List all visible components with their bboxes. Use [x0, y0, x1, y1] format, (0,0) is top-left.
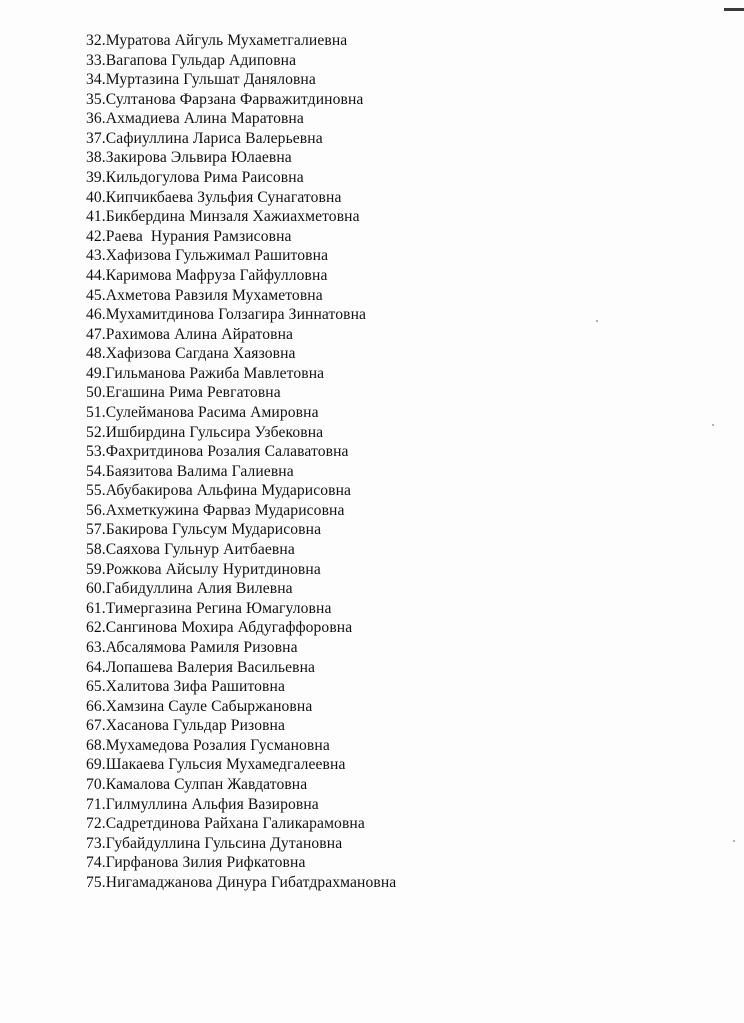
list-item: 72.Садретдинова Райхана Галикарамовна — [86, 815, 365, 833]
list-item: 64.Лопашева Валерия Васильевна — [86, 658, 316, 676]
list-item: 74.Гирфанова Зилия Рифкатовна — [86, 854, 306, 872]
list-item: 35.Султанова Фарзана Фарважитдиновна — [86, 90, 364, 108]
scan-speck — [712, 424, 714, 426]
list-item: 59.Рожкова Айсылу Нуритдиновна — [86, 560, 321, 578]
scan-speck — [596, 320, 598, 322]
list-item: 70.Камалова Сулпан Жавдатовна — [86, 775, 308, 793]
name-list — [86, 31, 396, 892]
list-item: 68.Мухамедова Розалия Гусмановна — [86, 736, 330, 754]
list-item: 66.Хамзина Сауле Сабыржановна — [86, 697, 313, 715]
list-item: 57.Бакирова Гульсум Мударисовна — [86, 521, 322, 539]
list-item: 52.Ишбирдина Гульсира Узбековна — [86, 423, 324, 441]
list-item: 75.Нигамаджанова Динура Гибатдрахмановна — [86, 873, 397, 891]
list-item: 49.Гильманова Ражиба Мавлетовна — [86, 364, 325, 382]
list-item: 62.Сангинова Мохира Абдугаффоровна — [86, 619, 353, 637]
list-item: 67.Хасанова Гульдар Ризовна — [86, 717, 286, 735]
list-item: 54.Баязитова Валима Галиевна — [86, 462, 294, 480]
list-item: 36.Ахмадиева Алина Маратовна — [86, 110, 304, 128]
list-item: 32.Муратова Айгуль Мухаметгалиевна — [86, 32, 348, 49]
list-item: 33.Вагапова Гульдар Адиповна — [86, 51, 297, 69]
scan-speck — [733, 840, 735, 842]
list-item: 37.Сафиуллина Лариса Валерьевна — [86, 129, 323, 147]
list-item: 58.Саяхова Гульнур Аитбаевна — [86, 541, 295, 559]
scan-edge-mark — [724, 8, 744, 11]
list-item: 69.Шакаева Гульсия Мухамедгалеевна — [86, 756, 346, 774]
list-item: 71.Гилмуллина Альфия Вазировна — [86, 795, 319, 813]
list-item: 39.Кильдогулова Рима Раисовна — [86, 169, 304, 187]
list-item: 55.Абубакирова Альфина Мударисовна — [86, 482, 352, 500]
list-item: 47.Рахимова Алина Айратовна — [86, 325, 294, 343]
list-item: 46.Мухамитдинова Голзагира Зиннатовна — [86, 306, 367, 324]
list-item: 38.Закирова Эльвира Юлаевна — [86, 149, 292, 167]
list-item: 48.Хафизова Сагдана Хаязовна — [86, 345, 296, 363]
list-item: 65.Халитова Зифа Рашитовна — [86, 678, 285, 696]
list-item: 40.Кипчикбаева Зульфия Сунагатовна — [86, 188, 342, 206]
list-item: 73.Губайдуллина Гульсина Дутановна — [86, 834, 343, 852]
list-item: 50.Егашина Рима Ревгатовна — [86, 384, 281, 402]
list-item: 34.Муртазина Гульшат Даняловна — [86, 71, 316, 89]
list-item: 56.Ахметкужина Фарваз Мударисовна — [86, 501, 345, 519]
list-item: 41.Бикбердина Минзаля Хажиахметовна — [86, 208, 360, 226]
list-item: 61.Тимергазина Регина Юмагуловна — [86, 599, 332, 617]
list-item: 44.Каримова Мафруза Гайфулловна — [86, 266, 328, 284]
list-item: 43.Хафизова Гульжимал Рашитовна — [86, 247, 329, 265]
list-item: 60.Габидуллина Алия Вилевна — [86, 580, 293, 598]
list-item: 51.Сулейманова Расима Амировна — [86, 403, 319, 421]
list-item: 53.Фахритдинова Розалия Салаватовна — [86, 443, 349, 461]
list-item: 42.Раева Нурания Рамзисовна — [86, 227, 292, 245]
list-item: 45.Ахметова Равзиля Мухаметовна — [86, 286, 323, 304]
list-item: 63.Абсалямова Рамиля Ризовна — [86, 638, 298, 656]
